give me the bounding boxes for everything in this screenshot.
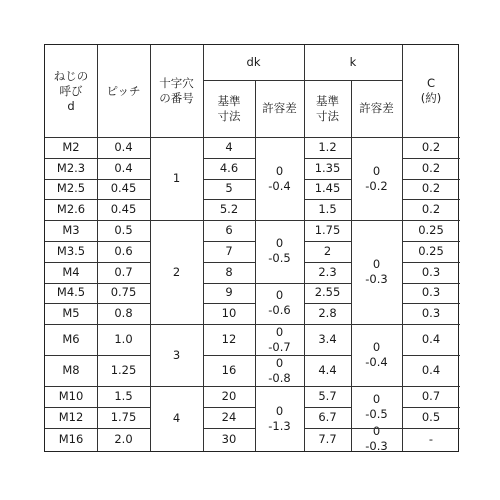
cell-size [45, 179, 97, 200]
cell-pitch-line: 1.75 [110, 409, 137, 424]
cell-c [402, 283, 460, 304]
cell-c-line: - [428, 431, 434, 446]
table-rule [203, 407, 255, 408]
cell-size [45, 428, 97, 451]
cell-dk-basic-line: 30 [221, 431, 237, 446]
table-rule [304, 428, 351, 429]
cell-k-tol-line: -0.5 [365, 406, 388, 421]
cell-c-line: 0.2 [421, 160, 441, 175]
table-rule [203, 199, 255, 200]
cell-k-basic-line: 2.55 [314, 285, 341, 300]
table-rule [255, 80, 256, 451]
cell-dk-basic-line: 5.2 [219, 202, 239, 217]
table-rule [304, 199, 351, 200]
cell-pitch [97, 158, 150, 179]
cell-dk-basic [203, 355, 255, 386]
cell-cross [150, 386, 203, 451]
cell-k-basic [304, 199, 351, 220]
cell-k-tol [351, 386, 402, 428]
table-rule [45, 428, 150, 429]
table-rule [203, 324, 255, 325]
table-rule [304, 241, 351, 242]
table-rule [402, 386, 460, 387]
cell-pitch [97, 428, 150, 451]
cell-pitch-line: 0.6 [114, 243, 133, 258]
cell-dk-basic [203, 262, 255, 283]
cell-dk-tol [255, 386, 304, 451]
table-rule [402, 158, 460, 159]
cell-dk-basic-line: 9 [225, 285, 233, 300]
table-rule [45, 199, 150, 200]
cell-size-line: M4 [62, 264, 80, 279]
cell-k-tol-line: 0 [372, 424, 381, 439]
cell-k-basic-line: 3.4 [318, 332, 337, 347]
cell-k-basic-line: 1.5 [318, 202, 337, 217]
cell-dk-basic-line: 5 [225, 181, 233, 196]
cell-pitch [97, 179, 150, 200]
cell-c-line: 0.5 [421, 409, 441, 424]
table-rule [203, 45, 204, 451]
cell-c-line: 0.3 [421, 264, 441, 279]
cell-k-basic [304, 220, 351, 241]
table-rule [255, 386, 304, 387]
cell-pitch [97, 386, 150, 407]
cell-k-basic [304, 241, 351, 262]
cell-dk-tol-line: -0.6 [268, 303, 291, 318]
cell-size-line: M10 [58, 389, 84, 404]
cell-dk-tol [255, 283, 304, 325]
cell-size-line: M12 [58, 409, 84, 424]
header-dk-basic-line: 寸法 [217, 108, 241, 123]
header-k-basic-line: 寸法 [316, 108, 339, 123]
cell-pitch-line: 0.5 [114, 223, 133, 238]
table-rule [203, 283, 255, 284]
table-rule [203, 80, 402, 81]
cell-dk-tol-line: 0 [275, 163, 284, 178]
cell-c [402, 262, 460, 283]
cell-c-line: 0.3 [421, 306, 441, 321]
cell-k-tol [351, 137, 402, 220]
table-rule [45, 303, 150, 304]
cell-dk-tol-line: -0.8 [268, 370, 291, 385]
table-rule [45, 220, 150, 221]
cell-k-basic-line: 4.4 [318, 363, 337, 378]
cell-dk-basic [203, 137, 255, 158]
cell-dk-basic [203, 303, 255, 324]
cell-c-line: 0.7 [421, 389, 441, 404]
cell-dk-basic [203, 283, 255, 304]
table-rule [203, 386, 255, 387]
cell-dk-basic-line: 4 [225, 139, 233, 154]
cell-k-basic [304, 386, 351, 407]
cell-k-basic-line: 6.7 [318, 409, 337, 424]
cell-k-basic-line: 2 [323, 243, 332, 258]
table-rule [402, 324, 460, 325]
cell-k-basic [304, 355, 351, 386]
cell-dk-basic-line: 8 [225, 264, 233, 279]
cell-pitch [97, 303, 150, 324]
cell-dk-tol-line: 0 [275, 403, 284, 418]
table-rule [351, 428, 402, 429]
header-c [402, 45, 460, 137]
cell-c-line: 0.2 [421, 181, 441, 196]
cell-k-basic [304, 283, 351, 304]
cell-k-basic-line: 7.7 [318, 431, 337, 446]
table-rule [203, 220, 255, 221]
cell-size-line: M2.5 [56, 181, 86, 196]
cell-k-tol-line: 0 [372, 163, 381, 178]
cell-pitch-line: 0.4 [114, 139, 133, 154]
table-rule [304, 45, 305, 451]
cell-c [402, 355, 460, 386]
header-k-tol [351, 80, 402, 137]
cell-cross-line: 3 [172, 347, 181, 362]
cell-c-line: 0.2 [421, 202, 441, 217]
cell-cross-line: 1 [172, 171, 181, 186]
header-size-line: d [67, 98, 75, 113]
cell-size [45, 158, 97, 179]
header-size [45, 45, 97, 137]
table-rule [402, 283, 460, 284]
table-rule [351, 220, 402, 221]
cell-c [402, 303, 460, 324]
cell-size [45, 407, 97, 428]
cell-k-basic-line: 1.35 [314, 160, 341, 175]
header-k-line: k [349, 55, 357, 69]
cell-size-line: M5 [62, 306, 80, 321]
table-rule [402, 262, 460, 263]
header-dk-line: dk [246, 55, 261, 69]
cell-k-basic [304, 179, 351, 200]
table-rule [150, 386, 203, 387]
cell-dk-tol-line: 0 [275, 355, 284, 370]
cell-k-basic-line: 2.3 [318, 264, 337, 279]
cell-c [402, 324, 460, 355]
cell-pitch-line: 0.8 [114, 306, 133, 321]
cell-c [402, 386, 460, 407]
table-rule [97, 45, 98, 451]
cell-size [45, 137, 97, 158]
cell-size-line: M2.6 [56, 202, 86, 217]
table-rule [304, 179, 351, 180]
cell-dk-basic [203, 220, 255, 241]
cell-c-line: 0.25 [418, 223, 444, 238]
cell-k-basic [304, 428, 351, 451]
cell-dk-basic [203, 179, 255, 200]
cell-pitch [97, 407, 150, 428]
cell-c-line: 0.2 [421, 139, 441, 154]
table-rule [203, 428, 255, 429]
cell-size-line: M3 [62, 223, 80, 238]
table-rule [255, 324, 304, 325]
cell-dk-basic-line: 20 [221, 389, 237, 404]
cell-dk-tol-line: -1.3 [268, 418, 291, 433]
cell-size [45, 324, 97, 355]
table-rule [304, 355, 351, 356]
table-rule [304, 158, 351, 159]
cell-size-line: M4.5 [56, 285, 86, 300]
cell-dk-tol [255, 324, 304, 355]
cell-dk-basic-line: 12 [221, 332, 237, 347]
cell-cross-line: 4 [172, 411, 181, 426]
cell-size [45, 355, 97, 386]
cell-dk-tol-line: -0.7 [268, 339, 291, 354]
table-rule [402, 220, 460, 221]
header-cross-line: 十字穴 [159, 76, 194, 90]
cell-pitch-line: 2.0 [114, 431, 133, 446]
cell-k-tol [351, 424, 402, 454]
header-size-line: 呼び [59, 83, 83, 98]
cell-k-basic-line: 1.45 [314, 181, 341, 196]
cell-dk-basic [203, 324, 255, 355]
cell-pitch [97, 283, 150, 304]
cell-k-basic [304, 158, 351, 179]
cell-size-line: M3.5 [56, 243, 86, 258]
header-dk-basic [203, 80, 255, 137]
cell-size [45, 199, 97, 220]
cell-c-line: 0.3 [421, 285, 441, 300]
header-pitch-line: ピッチ [106, 83, 141, 98]
cell-dk-basic [203, 428, 255, 451]
table-rule [402, 241, 460, 242]
cell-pitch [97, 137, 150, 158]
cell-k-tol-line: 0 [372, 257, 381, 272]
table-rule [304, 220, 351, 221]
table-rule [203, 241, 255, 242]
table-rule [402, 407, 460, 408]
cell-k-tol [351, 220, 402, 324]
table-rule [304, 283, 351, 284]
cell-dk-basic [203, 241, 255, 262]
table-rule [304, 386, 351, 387]
cell-pitch [97, 241, 150, 262]
cell-size-line: M2 [62, 139, 80, 154]
cell-dk-tol-line: 0 [275, 288, 284, 303]
cell-c [402, 220, 460, 241]
cell-size-line: M8 [62, 363, 80, 378]
table-rule [45, 355, 150, 356]
table-rule [255, 220, 304, 221]
table-rule [45, 324, 150, 325]
table-rule [45, 386, 150, 387]
cell-dk-tol-line: -0.4 [268, 178, 291, 193]
header-k-basic [304, 80, 351, 137]
table-rule [402, 428, 460, 429]
header-k-basic-line: 基準 [316, 93, 339, 108]
table-rule [402, 45, 403, 451]
table-rule [150, 324, 203, 325]
cell-size [45, 241, 97, 262]
cell-k-basic-line: 1.75 [314, 223, 341, 238]
cell-c-line: 0.4 [421, 332, 441, 347]
cell-size-line: M6 [62, 332, 80, 347]
cell-dk-tol [255, 355, 304, 386]
cell-dk-tol-line: 0 [275, 324, 284, 339]
cell-c [402, 407, 460, 428]
table-rule [351, 386, 402, 387]
cell-pitch [97, 355, 150, 386]
table-rule [304, 324, 351, 325]
table-rule [402, 355, 460, 356]
cell-pitch-line: 1.5 [114, 389, 133, 404]
table-rule [351, 324, 402, 325]
table-rule [304, 262, 351, 263]
header-dk-tol [255, 80, 304, 137]
table-rule [203, 179, 255, 180]
header-dk [203, 45, 304, 80]
cell-dk-tol [255, 220, 304, 282]
cell-k-basic [304, 324, 351, 355]
cell-c [402, 241, 460, 262]
cell-size [45, 303, 97, 324]
cell-dk-basic-line: 24 [221, 409, 237, 424]
cell-k-basic-line: 2.8 [318, 306, 337, 321]
cell-pitch [97, 324, 150, 355]
table-rule [203, 262, 255, 263]
cell-k-basic-line: 1.2 [318, 139, 337, 154]
header-pitch [97, 45, 150, 137]
cell-dk-basic-line: 10 [221, 306, 237, 321]
cell-k-tol-line: -0.3 [365, 439, 388, 454]
cell-pitch [97, 220, 150, 241]
table-rule [402, 179, 460, 180]
cell-pitch-line: 0.45 [110, 202, 137, 217]
cell-dk-basic [203, 158, 255, 179]
table-rule [45, 241, 150, 242]
cell-c [402, 428, 460, 451]
cell-k-basic-line: 5.7 [318, 389, 337, 404]
table-rule [255, 355, 304, 356]
header-k [304, 45, 402, 80]
cell-k-basic [304, 262, 351, 283]
cell-dk-basic-line: 16 [221, 363, 237, 378]
cell-pitch [97, 262, 150, 283]
cell-c-line: 0.4 [421, 363, 441, 378]
screw-dimension-table [44, 44, 459, 452]
table-rule [203, 158, 255, 159]
header-size-line: ねじの [53, 68, 89, 83]
table-rule [45, 283, 150, 284]
cell-dk-basic-line: 6 [225, 223, 233, 238]
cell-k-basic [304, 137, 351, 158]
cell-size [45, 220, 97, 241]
cell-pitch-line: 1.25 [110, 363, 137, 378]
cell-size [45, 386, 97, 407]
cell-dk-tol-line: -0.5 [268, 251, 291, 266]
cell-k-tol-line: 0 [372, 391, 381, 406]
table-rule [45, 179, 150, 180]
table-rule [255, 283, 304, 284]
cell-k-tol [351, 324, 402, 386]
header-c-line: (約) [420, 91, 442, 105]
table-rule [351, 80, 352, 451]
cell-pitch-line: 0.45 [110, 181, 137, 196]
cell-size-line: M16 [58, 431, 84, 446]
cell-pitch [97, 199, 150, 220]
cell-c [402, 158, 460, 179]
cell-cross [150, 324, 203, 386]
header-c-line: C [426, 76, 436, 90]
cell-dk-basic [203, 407, 255, 428]
cell-cross-line: 2 [172, 264, 181, 279]
cell-dk-basic-line: 7 [225, 243, 233, 258]
table-rule [304, 303, 351, 304]
cell-k-basic [304, 407, 351, 428]
cell-size [45, 283, 97, 304]
table-rule [203, 355, 255, 356]
cell-k-tol-line: -0.2 [365, 178, 388, 193]
cell-dk-tol [255, 137, 304, 220]
table-rule [45, 407, 150, 408]
table-rule [45, 262, 150, 263]
header-cross [150, 45, 203, 137]
cell-c [402, 137, 460, 158]
table-rule [203, 303, 255, 304]
table-rule [402, 199, 460, 200]
cell-size [45, 262, 97, 283]
cell-pitch-line: 0.75 [110, 285, 137, 300]
header-cross-line: の番号 [159, 91, 194, 105]
header-dk-basic-line: 基準 [217, 93, 241, 108]
cell-c [402, 199, 460, 220]
cell-k-basic [304, 303, 351, 324]
header-k-tol-line: 許容差 [359, 101, 394, 115]
cell-cross [150, 220, 203, 324]
cell-dk-basic [203, 386, 255, 407]
table-rule [150, 45, 151, 451]
table-rule [304, 407, 351, 408]
cell-dk-tol-line: 0 [275, 236, 284, 251]
cell-c [402, 179, 460, 200]
cell-cross [150, 137, 203, 220]
cell-k-tol-line: -0.4 [365, 355, 388, 370]
cell-dk-basic-line: 4.6 [219, 160, 239, 175]
cell-size-line: M2.3 [56, 160, 86, 175]
cell-pitch-line: 0.7 [114, 264, 133, 279]
cell-k-tol-line: 0 [372, 340, 381, 355]
cell-dk-basic [203, 199, 255, 220]
header-dk-tol-line: 許容差 [262, 101, 297, 115]
table-rule [45, 137, 460, 138]
cell-k-tol-line: -0.3 [365, 272, 388, 287]
cell-pitch-line: 1.0 [114, 332, 133, 347]
cell-pitch-line: 0.4 [114, 160, 133, 175]
cell-c-line: 0.25 [418, 243, 444, 258]
table-rule [402, 303, 460, 304]
table-rule [150, 220, 203, 221]
table-rule [45, 158, 150, 159]
